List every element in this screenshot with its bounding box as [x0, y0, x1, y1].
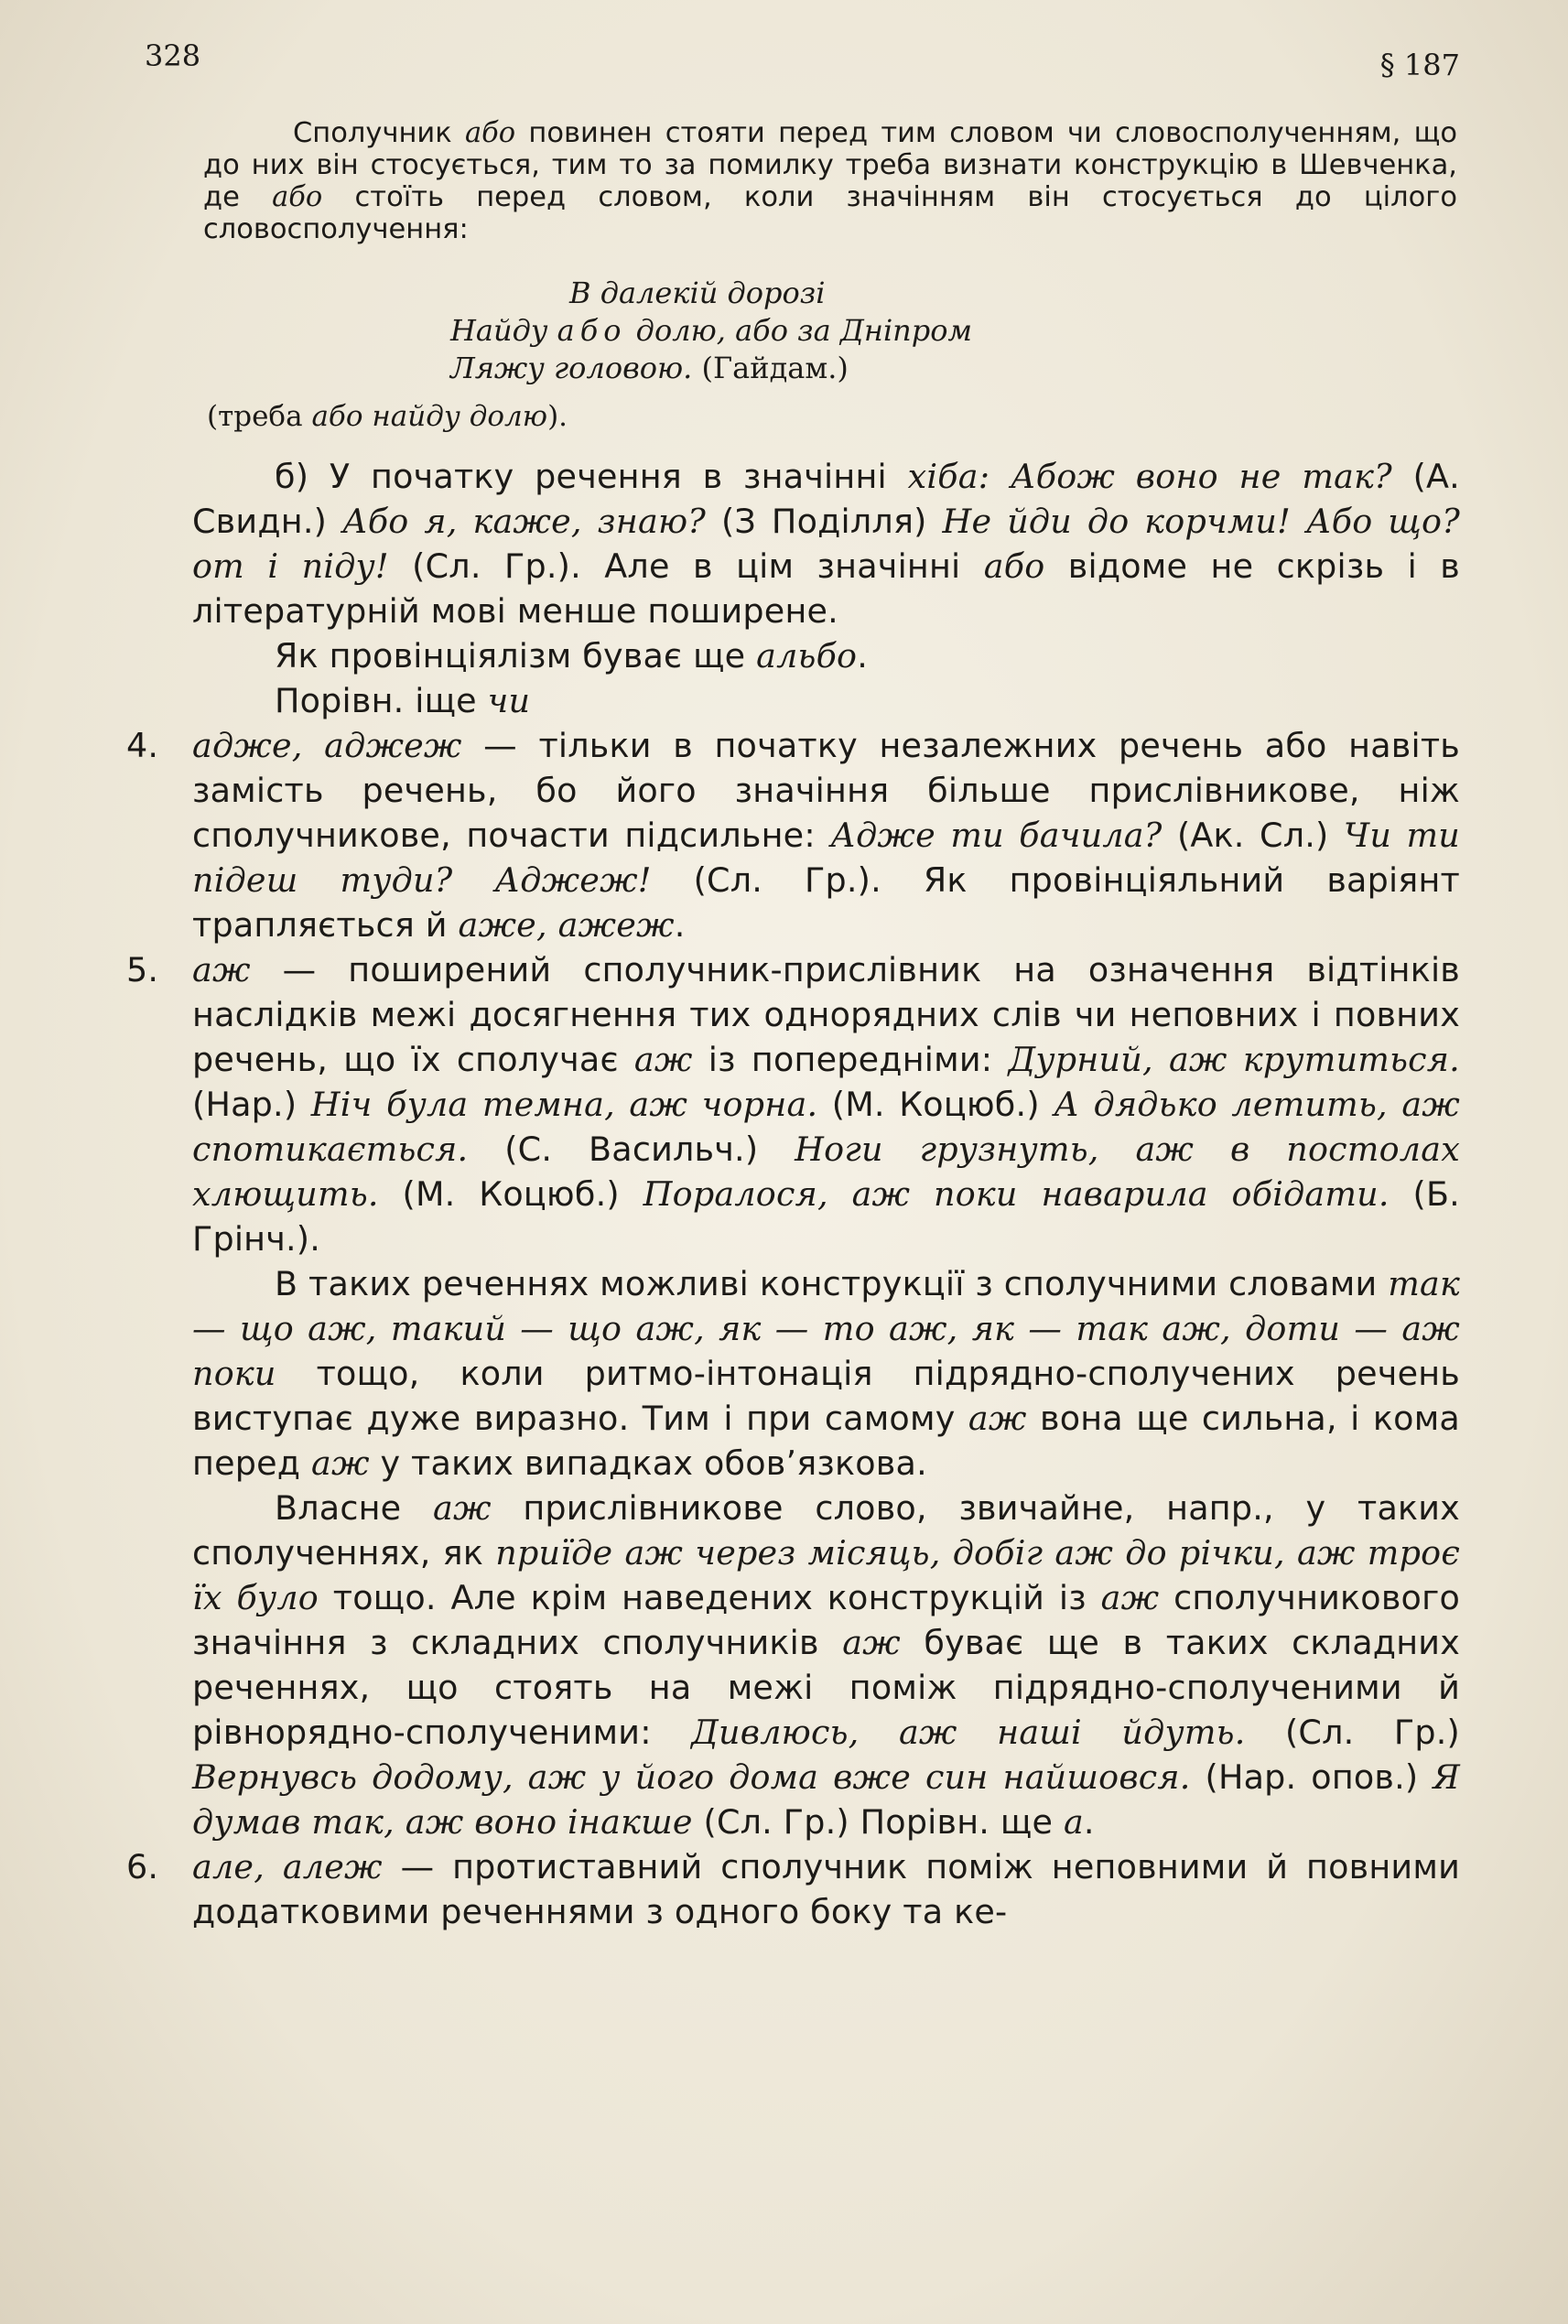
paragraph-b [192, 454, 1460, 633]
italic-run: Я думав так, аж воно інакше [192, 1757, 1460, 1842]
italic-run: Ляжу головою. [450, 351, 693, 385]
text-run: В таких реченнях можливі конструкції з сполучними словами [275, 1264, 1389, 1303]
italic-run: Ноги грузнуть, аж в постолах хлющить. [192, 1130, 1460, 1214]
text-run: (М. Коцюб.) [817, 1085, 1054, 1124]
verse-line [450, 312, 972, 350]
text-run: . [1083, 1802, 1095, 1842]
italic-run: аж [433, 1488, 492, 1528]
item-text [192, 723, 1460, 947]
italic-run: Дивлюсь, аж наші йдуть. [691, 1713, 1246, 1752]
italic-run: аж [310, 1443, 370, 1483]
italic-run: адже, аджеж [192, 726, 462, 765]
small-print-note [203, 117, 1457, 245]
text-run: буває ще в таких складних реченнях, що стоять на межі поміж підрядно-сполученими й рівнорядно-сполученими: [192, 1623, 1461, 1752]
italic-run: аж [1100, 1578, 1160, 1617]
italic-run: або [272, 181, 323, 213]
text-run: (Ак. Сл.) [1162, 816, 1344, 855]
compare-note [192, 678, 1460, 723]
paragraph-adverbial [192, 1486, 1460, 1844]
provincialism-note [192, 633, 1460, 678]
text-run: . [857, 636, 869, 676]
item-number: 6. [126, 1847, 159, 1886]
italic-run: але, алеж [192, 1847, 383, 1886]
text-run: — поширений сполучник-прислівник на означення відтінків наслідків межі досягнення тих однорядних слів чи неповних і повних речень, що їх сполучає [192, 950, 1460, 1079]
note-paragraph [203, 117, 1457, 245]
text-run: (Сл. Гр.). Але в цім значінні [388, 546, 984, 586]
main-text [126, 454, 1461, 1934]
text-run: відоме не скрізь і в літературній мові менше поширене. [192, 546, 1461, 631]
italic-run: Адже ти бачила? [830, 816, 1162, 855]
italic-run: або найду долю [311, 400, 548, 433]
text-run: Сполучник [293, 117, 465, 149]
text-run: (треба [207, 400, 312, 433]
italic-run: В далекій дорозі [569, 276, 826, 310]
italic-run: аж [192, 950, 251, 989]
italic-run: альбо [756, 636, 858, 676]
verse-line [569, 275, 972, 312]
italic-run: так — що аж, такий — що аж, як — то аж, як — так аж, доти — аж поки [192, 1264, 1461, 1393]
italic-run: приїде аж через місяць, добіг аж до річки, аж троє їх було [192, 1533, 1460, 1617]
list-item-6 [126, 1844, 1461, 1934]
item-text [192, 1844, 1460, 1934]
verse-quote [450, 275, 972, 387]
italic-run: або [464, 117, 516, 149]
text-run: тощо. Але крім наведених конструкцій із [318, 1578, 1101, 1617]
italic-run: аж [633, 1040, 693, 1079]
text-run: — тільки в початку незалежних речень або навіть замість речень, бо його значіння більше прислівникове, ніж сполучникове, почасти підсильне: [192, 726, 1460, 855]
text-run: (М. Коцюб.) [378, 1174, 643, 1214]
text-run: . [674, 905, 686, 945]
verse-line [450, 350, 972, 387]
text-run: (С. Васильч.) [468, 1130, 795, 1169]
section-marker: § 187 [1379, 48, 1460, 82]
italic-run: Дурний, аж крутиться. [1008, 1040, 1460, 1079]
italic-run: чи [487, 681, 531, 720]
item-number: 5. [126, 950, 159, 989]
text-run: Власне [275, 1488, 434, 1528]
text-run: у таких випадках обов’язкова. [369, 1443, 927, 1483]
text-run: б) У початку речення в значінні [275, 457, 908, 496]
italic-run: Не йди до корчми! Або що? от і піду! [192, 502, 1460, 586]
paragraph-constructions [192, 1261, 1460, 1486]
item-text [192, 947, 1460, 1261]
text-run: тощо, коли ритмо-інтонація підрядно-сполучених речень виступає дуже виразно. Тим і при самому [192, 1354, 1460, 1438]
italic-run: або [557, 313, 627, 348]
item-number: 4. [126, 726, 159, 765]
text-run: Як провінціялізм буває ще [275, 636, 757, 676]
text-run: стоїть перед словом, коли значінням він стосується до цілого словосполучення: [203, 181, 1457, 245]
italic-run: а [1063, 1802, 1084, 1842]
italic-run: аже, ажеж [458, 905, 675, 945]
text-run: (Сл. Гр.). Як провінціяльний варіянт трапляється й [192, 860, 1460, 945]
text-run: (Сл. Гр.) [1245, 1713, 1460, 1752]
text-run: (З Поділля) [706, 502, 943, 541]
italic-run: Чи ти підеш туди? Аджеж! [192, 816, 1460, 900]
text-run: прислівникове слово, звичайне, напр., у таких сполученнях, як [192, 1488, 1460, 1573]
text-run: (А. Свидн.) [192, 457, 1460, 541]
text-run: повинен стояти перед тим словом чи словосполученням, що до них він стосується, тим то за помилку треба визнати конструкцію в Шевченка, де [203, 117, 1458, 213]
page-number: 328 [145, 38, 201, 73]
italic-run: Вернувсь додому, аж у його дома вже син найшовся. [192, 1757, 1191, 1797]
text-run: (Б. Грінч.). [192, 1174, 1460, 1259]
italic-run: аж [968, 1399, 1027, 1438]
italic-run: А дядько летить, аж спотикається. [192, 1085, 1460, 1169]
text-run: Порівн. іще [275, 681, 488, 720]
italic-run: Поралося, аж поки наварила обідати. [643, 1174, 1390, 1214]
italic-run: Або я, каже, знаю? [341, 502, 707, 541]
italic-run: Найду [450, 313, 557, 348]
text-run: із попередніми: [692, 1040, 1009, 1079]
text-run: сполучникового значіння з складних сполучників [192, 1578, 1460, 1662]
text-run: (Сл. Гр.) Порівн. ще [692, 1802, 1064, 1842]
italic-run: долю, або за Дніпром [626, 313, 973, 348]
list-item-4 [126, 723, 1460, 947]
text-run: (Нар.) [192, 1085, 311, 1124]
italic-run: хіба: Абож воно не так? [907, 457, 1392, 496]
list-item-5 [126, 947, 1460, 1261]
correction-note [207, 400, 568, 433]
text-run: вона ще сильна, і кома перед [192, 1399, 1461, 1483]
text-run: (Гайдам.) [692, 351, 849, 385]
italic-run: аж [842, 1623, 901, 1662]
text-run: — протиставний сполучник поміж неповними й повними додатковими реченнями з одного боку та ке- [192, 1847, 1461, 1931]
text-run: ). [547, 400, 568, 433]
italic-run: або [983, 546, 1045, 586]
italic-run: Ніч була темна, аж чорна. [310, 1085, 818, 1124]
text-run: (Нар. опов.) [1190, 1757, 1433, 1797]
